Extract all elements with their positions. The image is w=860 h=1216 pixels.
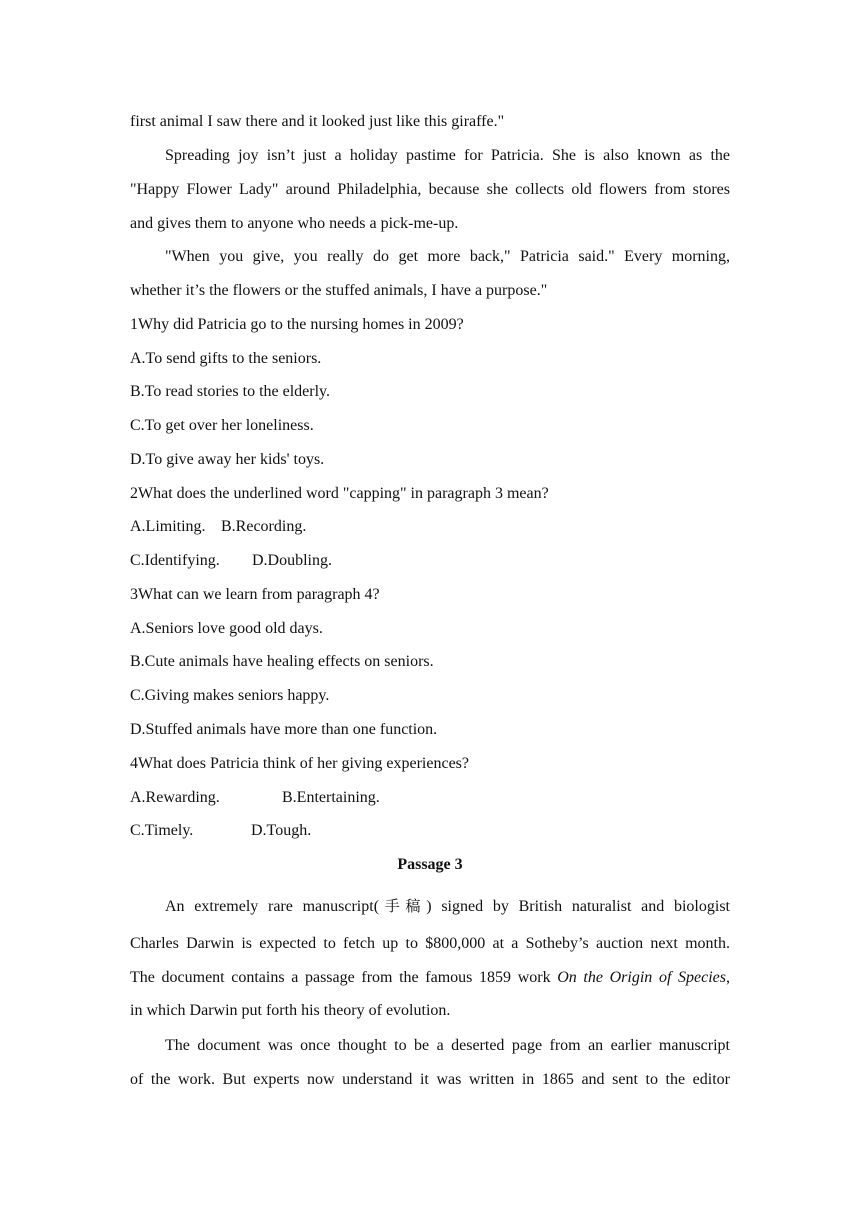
text-segment: ) signed by British naturalist and biologist [426,898,730,915]
answer-option: B.Entertaining. [282,789,380,806]
answer-option: A.Seniors love good old days. [130,620,323,637]
answer-option: C.Giving makes seniors happy. [130,687,330,704]
question-stem: 4What does Patricia think of her giving experiences? [130,755,469,772]
answer-option: A.To send gifts to the seniors. [130,350,322,367]
passage3-paragraph-line: in which Darwin put forth his theory of evolution. [130,1002,451,1019]
answer-option: C.Timely. [130,822,194,839]
answer-option: B.Cute animals have healing effects on seniors. [130,653,434,670]
passage2-paragraph-line: whether it’s the flowers or the stuffed animals, I have a purpose." [130,282,548,299]
question-stem: 3What can we learn from paragraph 4? [130,586,380,603]
chinese-gloss: 手稿 [379,897,427,915]
passage2-paragraph-line: first animal I saw there and it looked just like this giraffe." [130,113,505,130]
answer-option: D.To give away her kids' toys. [130,451,325,468]
passage2-paragraph-line: "When you give, you really do get more back," Patricia said." Every morning, [165,248,730,265]
passage3-paragraph-line [165,896,730,917]
answer-option: D.Doubling. [252,552,332,569]
passage3-paragraph-line: of the work. But experts now understand it was written in 1865 and sent to the editor [130,1071,730,1088]
book-title: On the Origin of Species [557,969,727,986]
passage2-paragraph-line: "Happy Flower Lady" around Philadelphia, because she collects old flowers from stores [130,181,730,198]
passage3-paragraph-line [130,968,730,988]
passage3-paragraph-line: The document was once thought to be a deserted page from an earlier manuscript [165,1037,730,1054]
answer-option: B.Recording. [221,518,307,535]
answer-option: A.Limiting. [130,518,206,535]
answer-option: C.To get over her loneliness. [130,417,314,434]
question-stem: 2What does the underlined word "capping" in paragraph 3 mean? [130,485,549,502]
answer-option: C.Identifying. [130,552,220,569]
answer-option: D.Stuffed animals have more than one function. [130,721,438,738]
text-segment: , [726,969,731,986]
answer-option: D.Tough. [251,822,312,839]
answer-option: B.To read stories to the elderly. [130,383,331,400]
passage3-paragraph-line: Charles Darwin is expected to fetch up to $800,000 at a Sotheby’s auction next month. [130,935,730,952]
passage2-paragraph-line: Spreading joy isn’t just a holiday pastime for Patricia. She is also known as the [165,147,730,164]
question-stem: 1Why did Patricia go to the nursing homes in 2009? [130,316,464,333]
answer-option: A.Rewarding. [130,789,220,806]
text-segment: An extremely rare manuscript( [165,898,380,915]
passage-heading: Passage 3 [397,856,463,873]
text-segment: The document contains a passage from the famous 1859 work [130,969,558,986]
passage2-paragraph-line: and gives them to anyone who needs a pick-me-up. [130,215,459,232]
